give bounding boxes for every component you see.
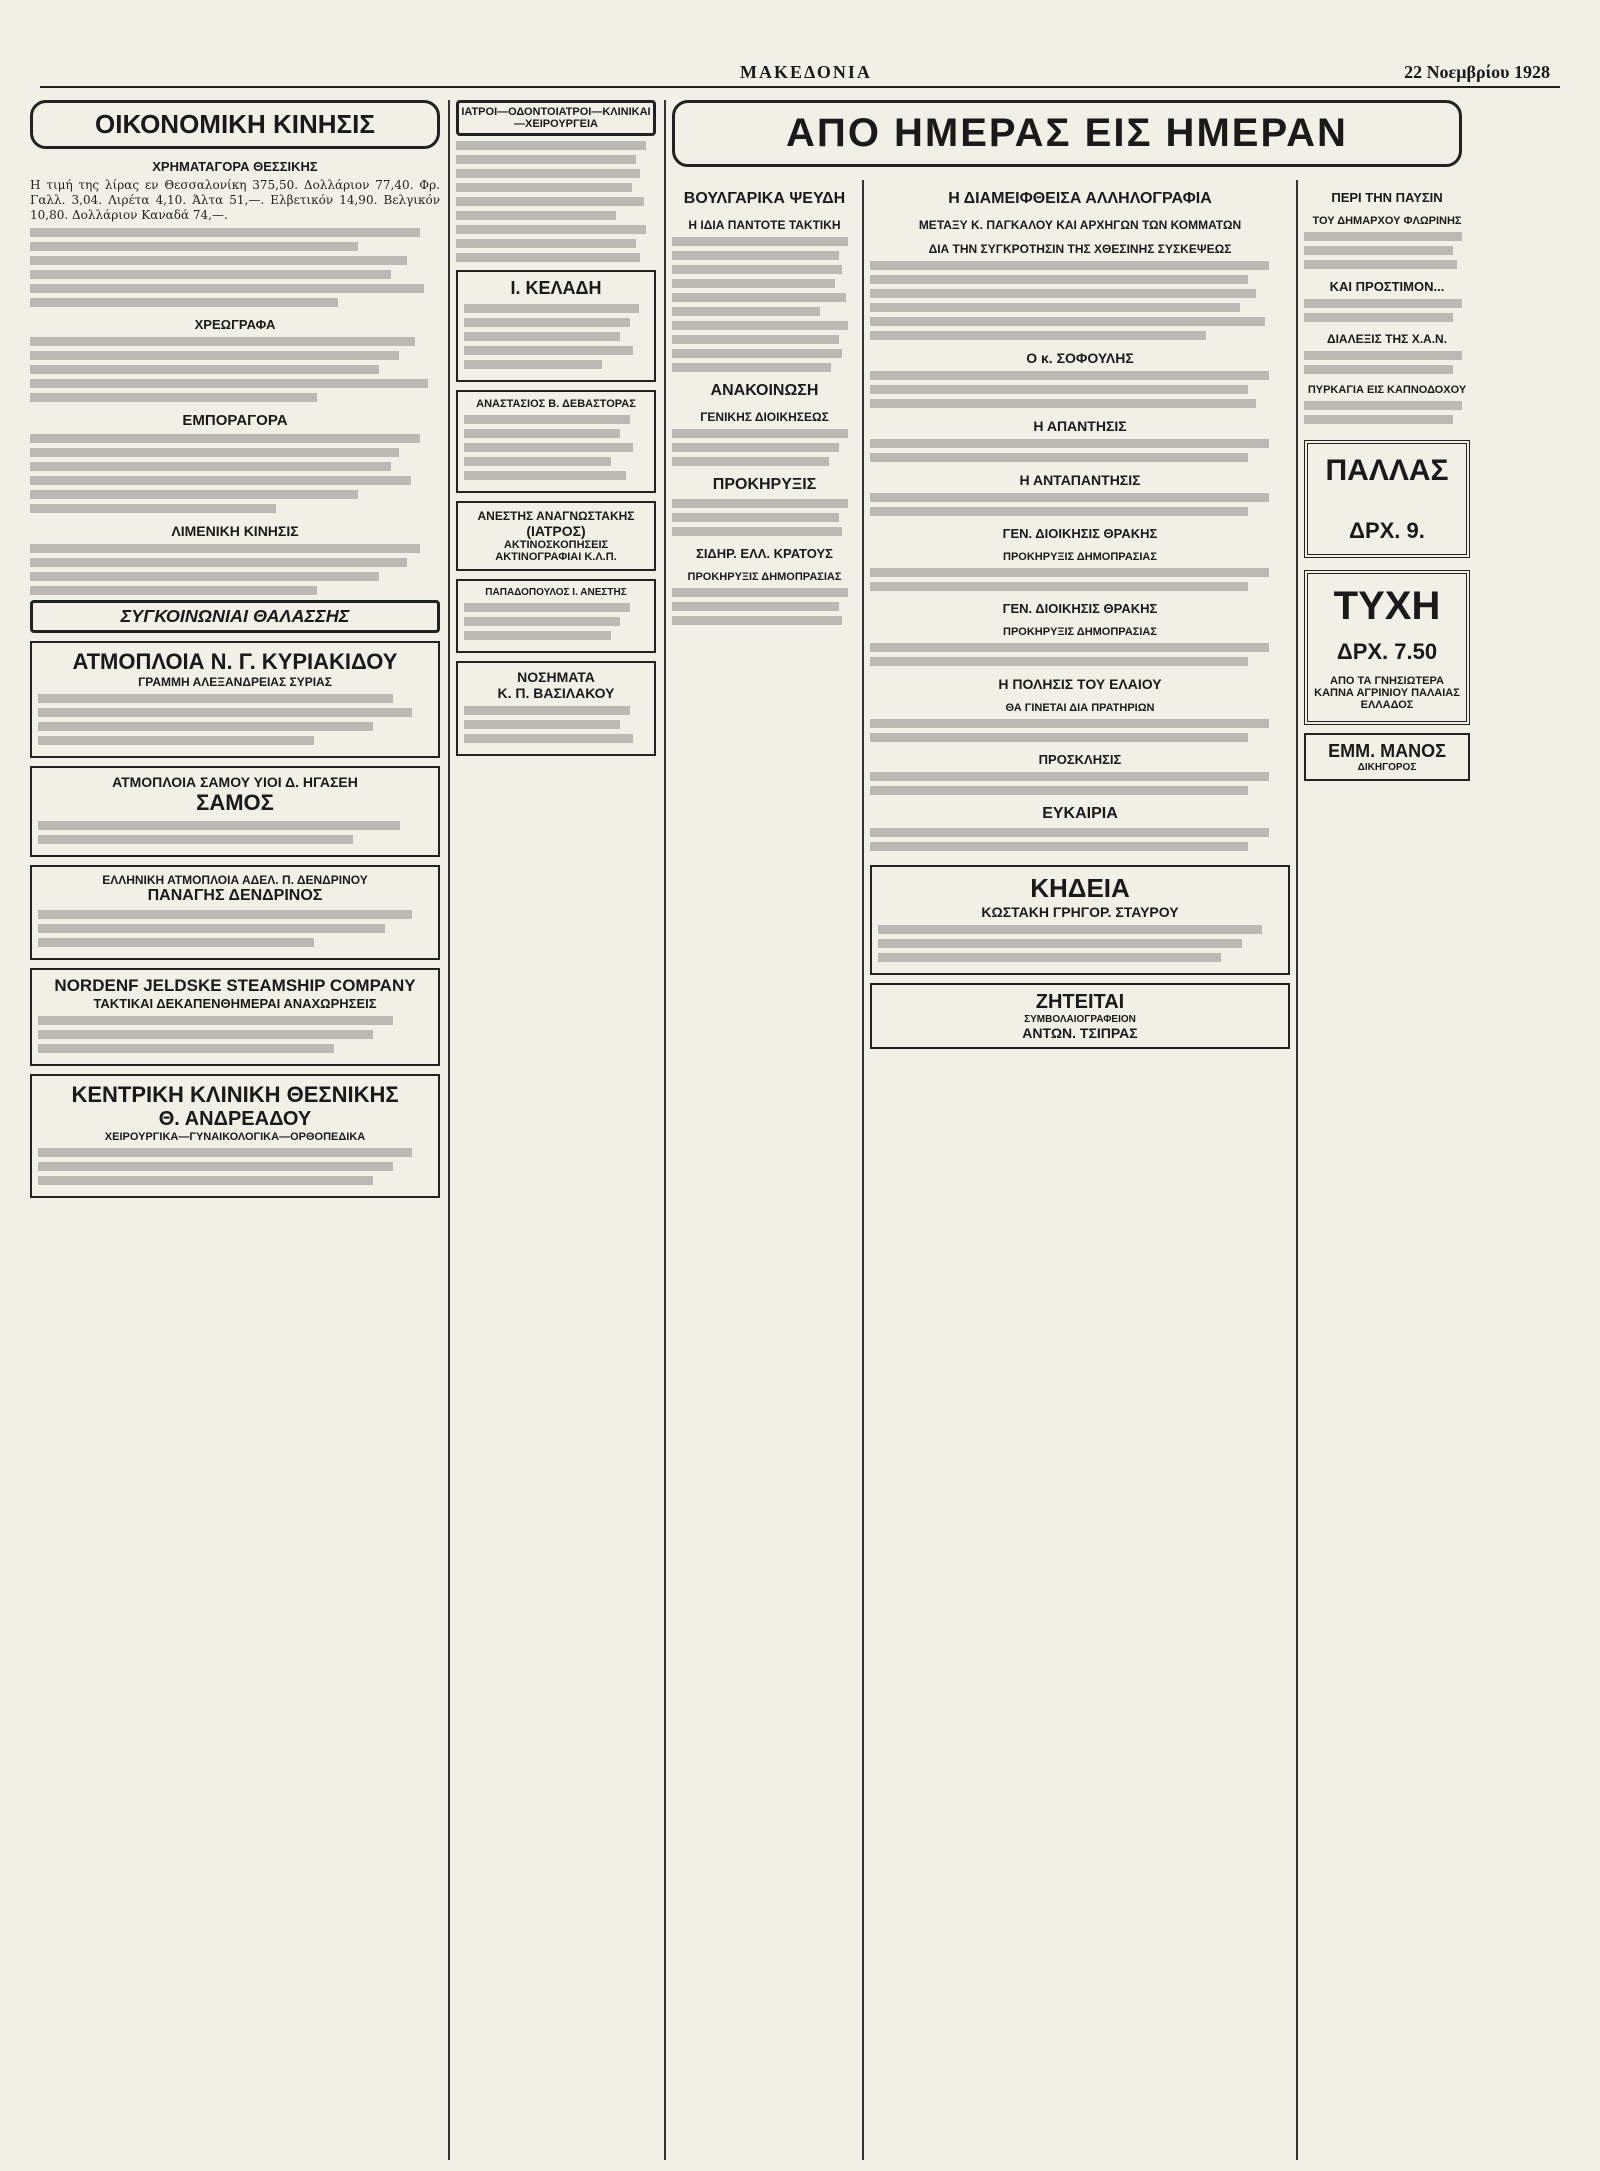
column-economic [30,100,440,2160]
column-news-1: ΒΟΥΛΓΑΡΙΚΑ ΨΕΥΔΗ Η ΙΔΙΑ ΠΑΝΤΟΤΕ ΤΑΚΤΙΚΗ ΑΝΑΚΟΙΝΩΣΗ ΓΕΝΙΚΗΣ ΔΙΟΙΚΗΣΕΩΣ ΠΡΟΚΗΡΥΞΙΣ ΣΙΔΗΡ. ΕΛΛ. ΚΡΑΤΟΥΣ ΠΡΟΚΗΡΥΞΙΣ ΔΗΜΟΠΡΑΣΙΑΣ [672,180,857,2160]
ad-tyxh: ΤΥΧΗ ΔΡΧ. 7.50 ΑΠΟ ΤΑ ΓΝΗΣΙΩΤΕΡΑ ΚΑΠΝΑ ΑΓΡΙΝΙΟΥ ΠΑΛΑΙΑΣ ΕΛΛΑΔΟΣ [1304,570,1470,725]
ad-anagnostakis: ΑΝΕΣΤΗΣ ΑΝΑΓΝΩΣΤΑΚΗΣ (ΙΑΤΡΟΣ) ΑΚΤΙΝΟΣΚΟΠΗΣΕΙΣ ΑΚΤΙΝΟΓΡΑΦΙΑΙ Κ.Λ.Π. [456,501,656,571]
ad-samos: ΑΤΜΟΠΛΟΙΑ ΣΑΜΟΥ ΥΙΟΙ Δ. ΗΓΑΣΕΗ ΣΑΜΟΣ [30,766,440,857]
ad-clinic: ΚΕΝΤΡΙΚΗ ΚΛΙΝΙΚΗ ΘΕΣΝΙΚΗΣ Θ. ΑΝΔΡΕΑΔΟΥ ΧΕΙΡΟΥΡΓΙΚΑ—ΓΥΝΑΙΚΟΛΟΓΙΚΑ—ΟΡΘΟΠΕΔΙΚΑ [30,1074,440,1198]
ad-funeral: ΚΗΔΕΙΑ ΚΩΣΤΑΚΗ ΓΡΗΓΟΡ. ΣΤΑΥΡΟΥ [870,865,1290,975]
ad-kyriakidou: ΑΤΜΟΠΛΟΙΑ Ν. Γ. ΚΥΡΙΑΚΙΔΟΥ ΓΡΑΜΜΗ ΑΛΕΞΑΝΔΡΕΙΑΣ ΣΥΡΙΑΣ [30,641,440,758]
masthead [40,62,1560,88]
shipping-header: ΣΥΓΚΟΙΝΩΝΙΑΙ ΘΑΛΑΣΣΗΣ [30,600,440,633]
ad-papadopoulos: ΠΑΠΑΔΟΠΟΥΛΟΣ Ι. ΑΝΕΣΤΗΣ [456,579,656,653]
ad-pallas: ΠΑΛΛΑΣ ΔΡΧ. 9. [1304,440,1470,558]
text-block: Η τιμή της λίρας εν Θεσσαλονίκη 375,50. Δολλάριον 77,40. Φρ. Γαλλ. 3,04. Λιρέτα 4,10. Άλτα 51,—. Ελβετικόν 14,90. Βελγικόν 10,80. Δολλάριον Καναδά 74,—. [30,178,440,222]
section-heading: ΧΡΗΜΑΤΑΓΟΡΑ ΘΕΣΣΙΚΗΣ [152,159,318,174]
main-header: ΑΠΟ ΗΜΕΡΑΣ ΕΙΣ ΗΜΕΡΑΝ [672,100,1462,167]
issue-date: 22 Νοεμβρίου 1928 [1404,62,1550,82]
ad-manos: ΕΜΜ. ΜΑΝΟΣ ΔΙΚΗΓΟΡΟΣ [1304,733,1470,781]
ad-wanted: ΖΗΤΕΙΤΑΙ ΣΥΜΒΟΛΑΙΟΓΡΑΦΕΙΟΝ ΑΝΤΩΝ. ΤΣΙΠΡΑΣ [870,983,1290,1049]
ad-kelaidi: Ι. ΚΕΛΑΔΗ [456,270,656,382]
main-header-wrap [672,100,1462,170]
ad-nordenf: NORDENF JELDSKE STEAMSHIP COMPANY ΤΑΚΤΙΚΑΙ ΔΕΚΑΠΕΝΘΗΜΕΡΑΙ ΑΝΑΧΩΡΗΣΕΙΣ [30,968,440,1066]
section-heading: ΛΙΜΕΝΙΚΗ ΚΙΝΗΣΙΣ [171,523,299,539]
section-heading: ΧΡΕΩΓΡΑΦΑ [194,317,276,332]
column-medical [456,100,656,2160]
economic-header: ΟΙΚΟΝΟΜΙΚΗ ΚΙΝΗΣΙΣ [30,100,440,149]
column-news-2: Η ΔΙΑΜΕΙΦΘΕΙΣΑ ΑΛΛΗΛΟΓΡΑΦΙΑ ΜΕΤΑΞΥ Κ. ΠΑΓΚΑΛΟΥ ΚΑΙ ΑΡΧΗΓΩΝ ΤΩΝ ΚΟΜΜΑΤΩΝ ΔΙΑ ΤΗΝ ΣΥΓΚΡΟΤΗΣΙΝ ΤΗΣ ΧΘΕΣΙΝΗΣ ΣΥΣΚΕΨΕΩΣ Ο κ. ΣΟΦΟΥΛΗΣ Η ΑΠΑΝΤΗΣΙΣ Η ΑΝΤΑΠΑΝΤΗΣΙΣ ΓΕΝ. ΔΙΟΙΚΗΣΙΣ ΘΡΑΚΗΣ ΠΡΟΚΗΡΥΞΙΣ ΔΗΜΟΠΡΑΣΙΑΣ ΓΕΝ. ΔΙΟΙΚΗΣΙΣ ΘΡΑΚΗΣ ΠΡΟΚΗΡΥΞΙΣ ΔΗΜΟΠΡΑΣΙΑΣ Η ΠΟΛΗΣΙΣ ΤΟΥ ΕΛΑΙΟΥ ΘΑ ΓΙΝΕΤΑΙ ΔΙΑ ΠΡΑΤΗΡΙΩΝ ΠΡΟΣΚΛΗΣΙΣ ΕΥΚΑΙΡΙΑ ΚΗΔΕΙΑ ΚΩΣΤΑΚΗ ΓΡΗΓΟΡ. ΣΤΑΥΡΟΥ ΖΗΤΕΙΤΑΙ ΣΥΜΒΟΛΑΙΟΓΡΑΦΕΙΟΝ ΑΝΤΩΝ. ΤΣΙΠΡΑΣ [870,180,1290,2160]
column-news-3: ΠΕΡΙ ΤΗΝ ΠΑΥΣΙΝ ΤΟΥ ΔΗΜΑΡΧΟΥ ΦΛΩΡΙΝΗΣ ΚΑΙ ΠΡΟΣΤΙΜΟΝ... ΔΙΑΛΕΞΙΣ ΤΗΣ Χ.Α.Ν. ΠΥΡΚΑΓΙΑ ΕΙΣ ΚΑΠΝΟΔΟΧΟΥ ΠΑΛΛΑΣ ΔΡΧ. 9. ΤΥΧΗ ΔΡΧ. 7.50 ΑΠΟ ΤΑ ΓΝΗΣΙΩΤΕΡΑ ΚΑΠΝΑ ΑΓΡΙΝΙΟΥ ΠΑΛΑΙΑΣ ΕΛΛΑΔΟΣ ΕΜΜ. ΜΑΝΟΣ ΔΙΚΗΓΟΡΟΣ [1304,180,1470,2160]
ad-vasilakou: ΝΟΣΗΜΑΤΑ Κ. Π. ΒΑΣΙΛΑΚΟΥ [456,661,656,756]
newspaper-title: ΜΑΚΕΔΟΝΙΑ [740,62,872,82]
ad-devastoras: ΑΝΑΣΤΑΣΙΟΣ Β. ΔΕΒΑΣΤΟΡΑΣ [456,390,656,493]
section-heading: ΕΜΠΟΡΑΓΟΡΑ [182,412,288,429]
ad-dendrinos: ΕΛΛΗΝΙΚΗ ΑΤΜΟΠΛΟΙΑ ΑΔΕΛ. Π. ΔΕΝΔΡΙΝΟΥ ΠΑΝΑΓΗΣ ΔΕΝΔΡΙΝΟΣ [30,865,440,960]
medical-header: ΙΑΤΡΟΙ—ΟΔΟΝΤΟΙΑΤΡΟΙ—ΚΛΙΝΙΚΑΙ—ΧΕΙΡΟΥΡΓΕΙΑ [456,100,656,136]
